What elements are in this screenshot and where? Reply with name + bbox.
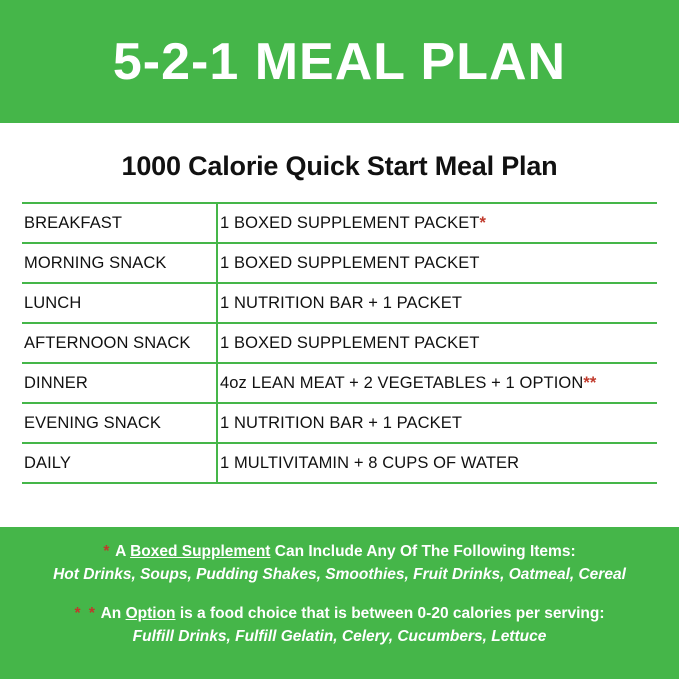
footnote-marker: ** bbox=[583, 374, 597, 392]
footnote-two-term: Option bbox=[125, 604, 176, 622]
footnote-two-heading bbox=[20, 603, 659, 625]
meal-name-cell: DINNER bbox=[22, 363, 217, 403]
footnote-one-term: Boxed Supplement bbox=[130, 543, 271, 560]
meal-description-text: 1 NUTRITION BAR + 1 PACKET bbox=[220, 414, 463, 432]
meal-description-text: 1 MULTIVITAMIN + 8 CUPS OF WATER bbox=[220, 454, 520, 472]
meal-description-cell bbox=[217, 283, 657, 323]
meal-table-section bbox=[0, 198, 679, 484]
table-row bbox=[22, 443, 657, 483]
footnote-one-heading bbox=[20, 541, 659, 563]
footnote-one-text-after: Can Include Any Of The Following Items: bbox=[270, 543, 576, 560]
meal-description-cell bbox=[217, 203, 657, 243]
meal-description-cell bbox=[217, 323, 657, 363]
footnote-one-text-before: A bbox=[111, 543, 131, 560]
meal-description-cell bbox=[217, 243, 657, 283]
table-row bbox=[22, 203, 657, 243]
meal-name-cell: DAILY bbox=[22, 443, 217, 483]
footnote-two-text-after: is a food choice that is between 0-20 calories per serving: bbox=[175, 604, 605, 622]
footnote-one bbox=[20, 541, 659, 587]
page-title: 5-2-1 MEAL PLAN bbox=[112, 32, 567, 91]
footnote-two-marker: * * bbox=[74, 604, 97, 622]
meal-name-cell: AFTERNOON SNACK bbox=[22, 323, 217, 363]
table-row bbox=[22, 363, 657, 403]
table-row bbox=[22, 243, 657, 283]
footnotes-banner bbox=[0, 527, 679, 679]
table-row bbox=[22, 323, 657, 363]
table-row bbox=[22, 403, 657, 443]
meal-description-text: 1 NUTRITION BAR + 1 PACKET bbox=[220, 294, 463, 312]
footnote-one-marker: * bbox=[103, 543, 112, 560]
meal-description-text: 4oz LEAN MEAT + 2 VEGETABLES + 1 OPTION bbox=[220, 374, 584, 392]
footnote-divider-space bbox=[20, 589, 659, 603]
meal-name-cell: EVENING SNACK bbox=[22, 403, 217, 443]
meal-name-cell: LUNCH bbox=[22, 283, 217, 323]
footnote-one-items: Hot Drinks, Soups, Pudding Shakes, Smoothies, Fruit Drinks, Oatmeal, Cereal bbox=[53, 566, 626, 584]
table-row bbox=[22, 283, 657, 323]
meal-description-text: 1 BOXED SUPPLEMENT PACKET bbox=[220, 214, 480, 232]
meal-name-cell: BREAKFAST bbox=[22, 203, 217, 243]
footnote-two bbox=[20, 603, 659, 649]
meal-description-cell bbox=[217, 363, 657, 403]
meal-description-text: 1 BOXED SUPPLEMENT PACKET bbox=[220, 254, 480, 272]
meal-description-cell bbox=[217, 443, 657, 483]
page-subtitle: 1000 Calorie Quick Start Meal Plan bbox=[121, 151, 558, 181]
meal-table bbox=[22, 202, 657, 484]
meal-name-cell: MORNING SNACK bbox=[22, 243, 217, 283]
footnote-two-text-before: An bbox=[96, 604, 126, 622]
meal-description-text: 1 BOXED SUPPLEMENT PACKET bbox=[220, 334, 480, 352]
subtitle-section bbox=[0, 123, 679, 198]
footnote-two-items: Fulfill Drinks, Fulfill Gelatin, Celery, Cucumbers, Lettuce bbox=[132, 628, 547, 646]
meal-description-cell bbox=[217, 403, 657, 443]
header-banner bbox=[0, 0, 679, 123]
footnote-marker: * bbox=[479, 214, 487, 232]
